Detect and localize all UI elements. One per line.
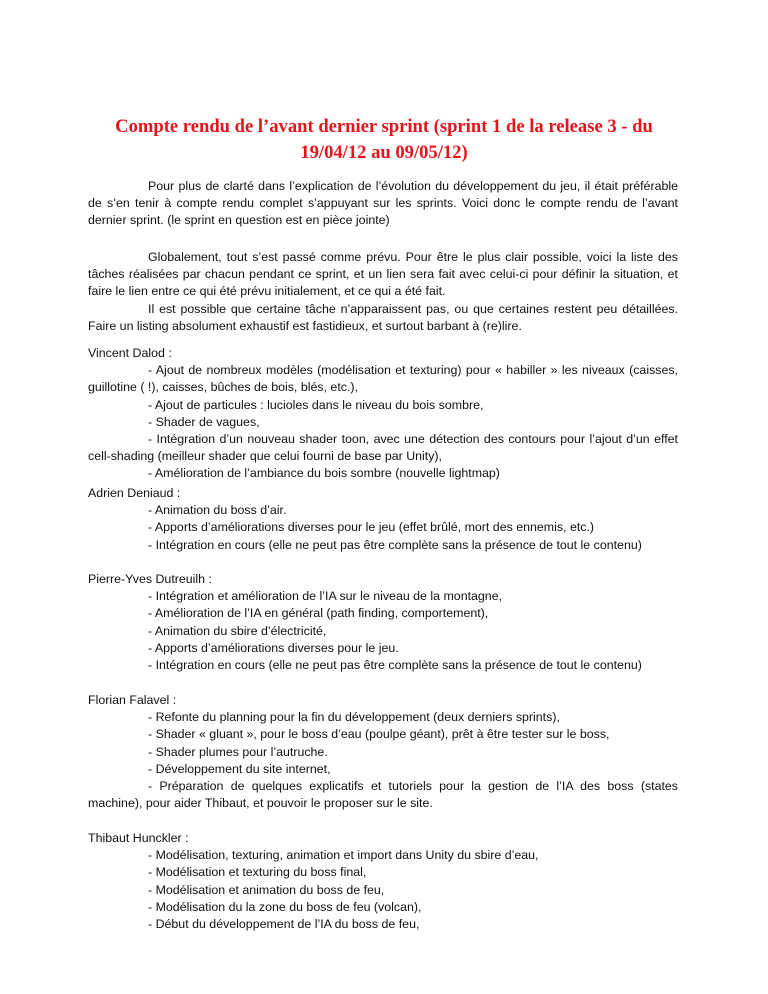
- task-item: - Intégration en cours (elle ne peut pas être complète sans la présence de tout le contenu): [148, 658, 642, 673]
- overview-paragraph: Globalement, tout s’est passé comme prévu. Pour être le plus clair possible, voici la liste des tâches réalisées par chacun pendant ce sprint, et un lien sera fait avec celui-ci pour définir la situation, et faire le lien entre ce qui été prévu initialement, et ce qui a été fait.: [88, 250, 678, 299]
- task-item: - Modélisation et animation du boss de feu,: [148, 882, 385, 897]
- task-item: - Modélisation et texturing du boss final,: [148, 865, 367, 880]
- task-item: - Intégration d’un nouveau shader toon, avec une détection des contours pour l’ajout d’un effet cell-shading (meilleur shader que celui fourni de base par Unity),: [88, 432, 678, 464]
- task-list: [88, 362, 678, 482]
- task-item: - Intégration en cours (elle ne peut pas être complète sans la présence de tout le contenu): [148, 537, 642, 552]
- task-list: [88, 709, 678, 812]
- team-member-vincent-dalod: [88, 345, 678, 483]
- task-item: - Début du développement de l’IA du boss de feu,: [148, 917, 420, 932]
- team-member-adrien-deniaud: [88, 485, 678, 554]
- task-item: - Apports d’améliorations diverses pour le jeu (effet brûlé, mort des ennemis, etc.): [148, 520, 595, 535]
- task-item: - Shader « gluant », pour le boss d’eau (poulpe géant), prêt à être tester sur le boss,: [148, 727, 610, 742]
- document-title: Compte rendu de l’avant dernier sprint (sprint 1 de la release 3 - du 19/04/12 au 09/05/12): [115, 116, 653, 163]
- overview-paragraph-note: Il est possible que certaine tâche n’apparaissent pas, ou que certaines restent peu détaillées. Faire un listing absolument exhaustif est fastidieux, et surtout barbant à (re)lire.: [88, 302, 678, 334]
- task-item: - Préparation de quelques explicatifs et tutoriels pour la gestion de l’IA des boss (states machine), pour aider Thibaut, et pouvoir le proposer sur le site.: [88, 779, 678, 811]
- task-item: - Modélisation du la zone du boss de feu (volcan),: [148, 899, 422, 914]
- intro-paragraph: Pour plus de clarté dans l’explication de l’évolution du développement du jeu, il était préférable de s’en tenir à compte rendu complet s’appuyant sur les sprints. Voici donc le compte rendu de l’avant dernier sprint. (le sprint en question est en pièce jointe): [88, 179, 678, 228]
- task-item: - Intégration et amélioration de l’IA sur le niveau de la montagne,: [148, 589, 503, 604]
- team-member-name: Adrien Deniaud :: [88, 486, 181, 500]
- task-item: - Développement du site internet,: [148, 761, 331, 776]
- task-item: - Amélioration de l’IA en général (path finding, comportement),: [148, 606, 489, 621]
- team-member-name: Florian Falavel :: [88, 693, 177, 707]
- task-item: - Apports d’améliorations diverses pour le jeu.: [148, 640, 399, 655]
- task-item: - Ajout de particules : lucioles dans le niveau du bois sombre,: [148, 397, 484, 412]
- team-member-name: Vincent Dalod :: [88, 346, 172, 360]
- team-member-name: Pierre-Yves Dutreuilh :: [88, 572, 212, 586]
- team-member-pierre-yves-dutreuilh: [88, 571, 678, 674]
- team-member-name: Thibaut Hunckler :: [88, 831, 189, 845]
- task-item: - Animation du boss d’air.: [148, 503, 287, 518]
- task-item: - Ajout de nombreux modèles (modélisation et texturing) pour « habiller » les niveaux (caisses, guillotine ( !), caisses, bûches de bois, blés, etc.),: [88, 363, 678, 395]
- task-item: - Animation du sbire d’électricité,: [148, 623, 327, 638]
- task-item: - Amélioration de l’ambiance du bois sombre (nouvelle lightmap): [148, 466, 500, 481]
- task-item: - Shader de vagues,: [148, 414, 260, 429]
- task-list: [88, 502, 678, 554]
- team-member-thibaut-hunckler: [88, 830, 678, 933]
- task-item: - Refonte du planning pour la fin du développement (deux derniers sprints),: [148, 710, 560, 725]
- team-member-florian-falavel: [88, 692, 678, 812]
- task-list: [88, 847, 678, 933]
- task-list: [88, 588, 678, 674]
- task-item: - Modélisation, texturing, animation et import dans Unity du sbire d’eau,: [148, 848, 539, 863]
- task-item: - Shader plumes pour l’autruche.: [148, 744, 328, 759]
